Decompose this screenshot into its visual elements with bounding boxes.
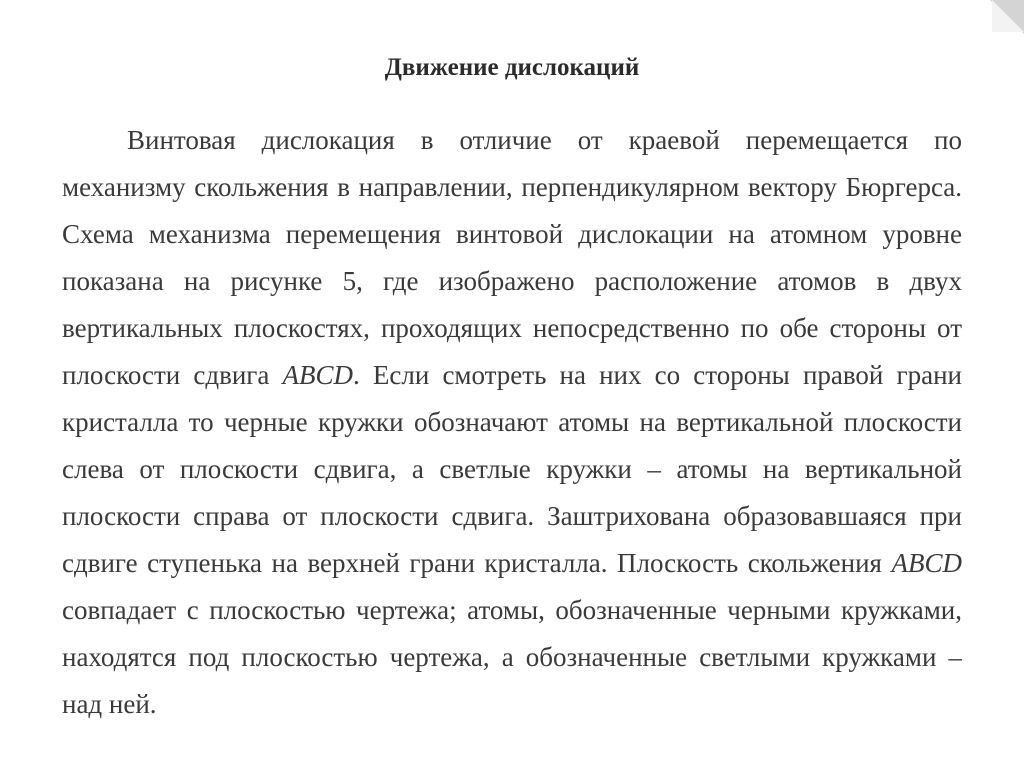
paragraph-line: плоскости справа от плоскости сдвига. Заштрихована образовавшаяся при: [62, 501, 962, 531]
body-paragraph: [62, 122, 962, 733]
line-text: . Если смотреть на них со стороны правой грани: [353, 360, 962, 390]
paragraph-line: механизму скольжения в направлении, перпендикулярном вектору Бюргерса.: [62, 172, 962, 202]
paragraph-line: Винтовая дислокация в отличие от краевой перемещается по: [127, 125, 962, 155]
page-corner-fold-inner: [992, 0, 1024, 32]
paragraph-line: вертикальных плоскостях, проходящих непосредственно по обе стороны от: [62, 313, 962, 343]
paragraph-line: совпадает с плоскостью чертежа; атомы, обозначенные черными кружками,: [62, 595, 962, 625]
paragraph-line: кристалла то черные кружки обозначают атомы на вертикальной плоскости: [62, 407, 962, 437]
plane-label-italic: ABCD: [282, 360, 353, 390]
paragraph-line: слева от плоскости сдвига, а светлые кружки – атомы на вертикальной: [62, 454, 962, 484]
document-title: Движение дислокаций: [384, 54, 640, 81]
paragraph-line: [62, 357, 962, 404]
line-text: плоскости сдвига: [62, 360, 283, 390]
line-text: сдвиге ступенька на верхней грани кристалла. Плоскость скольжения: [62, 548, 892, 578]
paragraph-line: Схема механизма перемещения винтовой дислокации на атомном уровне: [62, 219, 962, 249]
paragraph-line: показана на рисунке 5, где изображено расположение атомов в двух: [62, 266, 962, 296]
paragraph-line: находятся под плоскостью чертежа, а обозначенные светлыми кружками –: [62, 642, 962, 672]
paragraph-line: над ней.: [62, 689, 157, 719]
paragraph-line: [62, 545, 962, 592]
plane-label-italic: ABCD: [891, 548, 962, 578]
